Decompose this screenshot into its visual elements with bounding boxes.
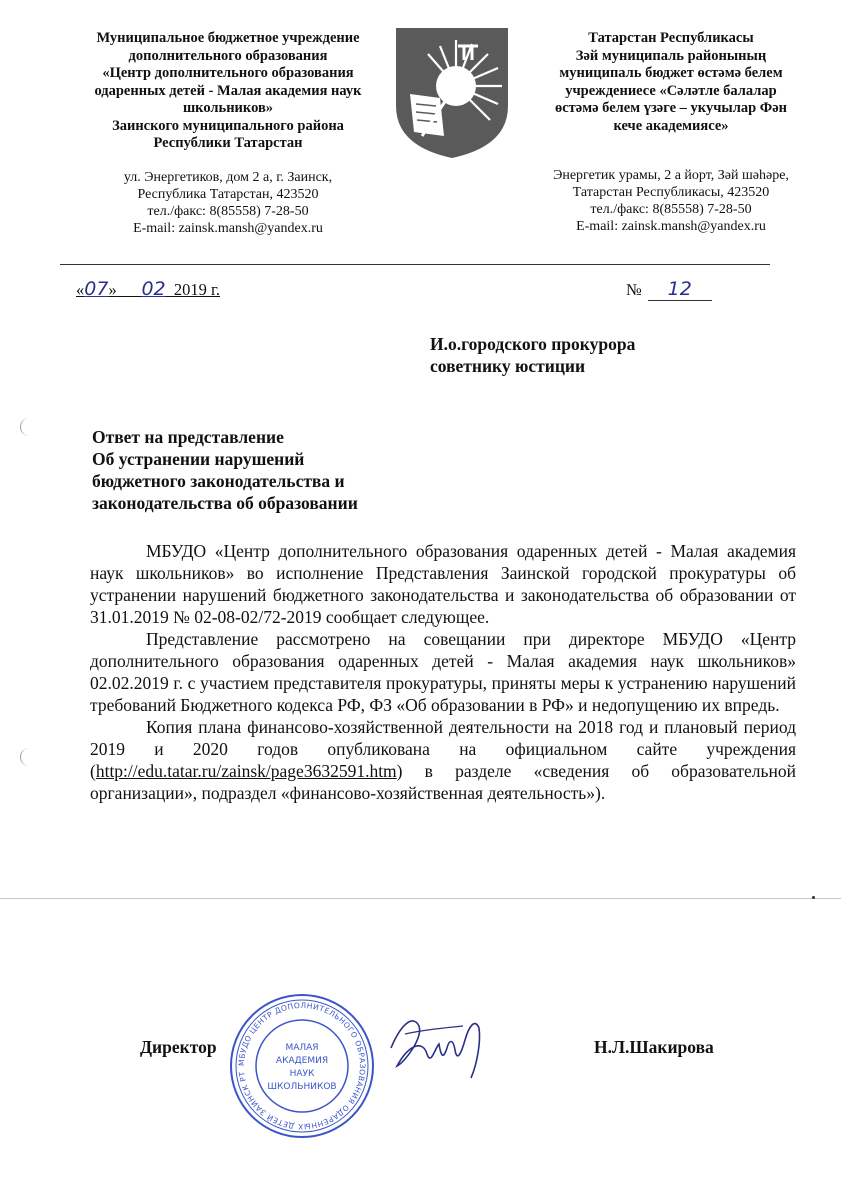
addressee [430,333,635,377]
header-left-line: одаренных детей - Малая академия наук [94,82,362,99]
number-value: 12 [648,278,712,301]
stamp-center-line: АКАДЕМИЯ [275,1056,329,1066]
coat-of-arms-icon [392,24,512,160]
date-month: 02 [141,278,166,300]
header-right-address [520,167,822,235]
header-left-line: дополнительного образования [128,47,328,64]
date-close-quote: » [108,280,117,299]
email-line: E-mail: zainsk.mansh@yandex.ru [133,220,323,236]
email-line: E-mail: zainsk.mansh@yandex.ru [576,219,766,234]
address-line: Республика Татарстан, 423520 [137,186,319,202]
scan-divider [0,898,841,899]
header-right-line: өстәмә белем үзәге – укучылар Фән [554,100,788,116]
punch-hole-mark [20,418,35,436]
official-stamp [228,992,376,1140]
header-right-line: Зәй муниципаль районының [575,47,767,64]
stamp-center-line: НАУК [289,1069,315,1079]
body-paragraph-1: МБУДО «Центр дополнительного образования одаренных детей - Малая академия наук школьников» во исполнение Представления Заинской городской прокуратуры об устранении нарушений бюджетного законодательства и законодательства об образовании от 31.01.2019 № 02-08-02/72-2019 сообщает следующее. [90,541,796,627]
header-left-line: «Центр дополнительного образования [102,65,354,81]
header-left-line: Муниципальное бюджетное учреждение [96,30,360,46]
letter-number [626,278,712,301]
body-paragraph-3 [90,716,796,804]
signatory-title: Директор [140,1037,217,1057]
date-open-quote: « [76,280,85,299]
signatory-name: Н.Л.Шакирова [594,1037,714,1057]
subject [92,426,358,514]
header-left-line: Заинского муниципального района [112,117,344,134]
address-line: Татарстан Республикасы, 423520 [572,185,770,200]
address-line: ул. Энергетиков, дом 2 а, г. Заинск, [123,169,333,185]
address-line: тел./факс: 8(85558) 7-28-50 [590,202,752,217]
addressee-line: И.о.городского прокурора [430,334,636,354]
header-left-line: школьников» [182,100,274,116]
letter-body [90,540,796,804]
letter-date [76,278,220,300]
body-paragraph-3-start: Копия плана финансово-хозяйственной деятельности на 2018 год и плановый период 2019 и 2020 годов опубликована на официальном сайте учреждения ( [90,717,796,781]
header-right-line: Татарстан Республикасы [588,30,754,46]
scan-dot [812,896,815,899]
stamp-center-line: ШКОЛЬНИКОВ [267,1082,337,1092]
date-day: 07 [84,278,109,300]
header-left-line: Республики Татарстан [153,135,303,151]
subject-line: бюджетного законодательства и [92,471,345,491]
body-paragraph-3-end: ) в разделе «сведения об образовательной организации», подраздел «финансово-хозяйственная деятельность»). [90,761,796,803]
address-line: Энергетик урамы, 2 а йорт, Зәй шәһәре, [553,168,789,183]
subject-line: Ответ на представление [92,427,284,447]
header-left [68,30,388,237]
header-left-address [68,169,388,237]
number-label: № [626,280,642,299]
website-link[interactable]: http://edu.tatar.ru/zainsk/page3632591.htm [95,761,397,781]
stamp-ring-text: МБУДО ЦЕНТР ДОПОЛНИТЕЛЬНОГО ОБРАЗОВАНИЯ ОДАРЕННЫХ ДЕТЕЙ ЗАИНСК РТ [236,1000,368,1132]
subject-line: Об устранении нарушений [92,449,305,469]
header-divider [60,264,770,265]
address-line: тел./факс: 8(85558) 7-28-50 [147,203,309,219]
header-right [520,30,822,235]
punch-hole-mark [20,748,35,766]
stamp-center-line: МАЛАЯ [285,1043,319,1053]
header-right-line: кече академиясе» [613,117,729,134]
header-right-line: учреждениесе «Сәләтле балалар [565,82,777,99]
header-right-line: муниципаль бюджет өстәмә белем [559,65,783,81]
addressee-line: советнику юстиции [430,356,586,376]
body-paragraph-2: Представление рассмотрено на совещании при директоре МБУДО «Центр дополнительного образования одаренных детей - Малая академия наук школьников» 02.02.2019 г. с участием представителя прокуратуры, приняты меры к устранению нарушений требований Бюджетного кодекса РФ, ФЗ «Об образовании в РФ» и недопущению их впредь. [90,629,796,715]
subject-line: законодательства об образовании [92,493,358,513]
date-year: 2019 г. [173,280,221,299]
handwritten-signature [383,1004,493,1084]
